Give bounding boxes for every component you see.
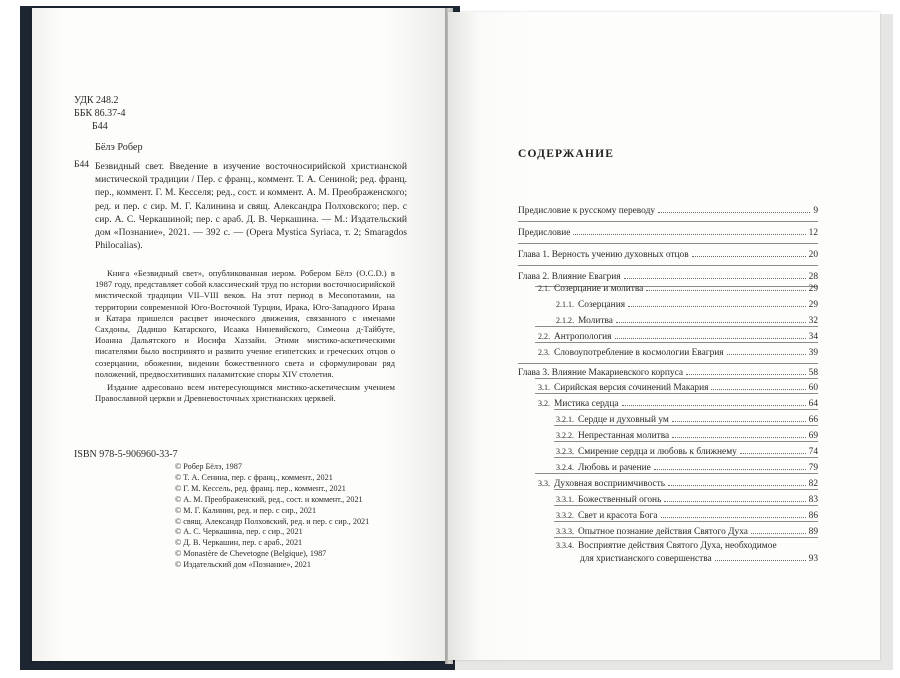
toc-leader [664, 493, 805, 502]
toc-entry-number: 2.1. [538, 284, 550, 293]
toc-entry-number: 3.3.4. [556, 541, 574, 550]
annotation [95, 268, 395, 404]
toc-entry-label: Антропология [554, 332, 612, 342]
toc-entry-number: 3.3.3. [556, 527, 574, 536]
toc-leader [622, 397, 806, 406]
toc-entry-label: Духовная восприимчивость [554, 479, 666, 489]
toc-entry [518, 248, 818, 261]
toc-entry-page: 74 [808, 447, 818, 457]
copyright-line: © Д. В. Черкашин, пер. с араб., 2021 [175, 538, 303, 548]
toc-divider [554, 489, 818, 490]
toc-entry [538, 346, 818, 359]
copyright-line: © Г. М. Кессель, ред. франц. пер., коммент., 2021 [175, 483, 346, 493]
copyright-line: © Робер Бёлэ, 1987 [175, 462, 242, 471]
toc-leader [692, 248, 806, 257]
toc-entry-number: 2.1.1. [556, 300, 574, 309]
toc-entry-label: Предисловие к русскому переводу [518, 206, 656, 216]
toc-entry-label: Созерцание и молитва [554, 284, 644, 294]
toc-divider [535, 378, 818, 379]
toc-entry-number: 2.1.2. [556, 316, 574, 325]
toc-leader [615, 330, 806, 339]
author-cipher: Б44 [92, 121, 108, 132]
toc-entry-number: 3.2.4. [556, 463, 574, 472]
annotation-paragraph-2: Издание адресовано всем интересующимся мистико-аскетическим учением Православной церкви и Древневосточных христианских церквей. [95, 382, 395, 404]
toc-entry-page: 29 [808, 284, 818, 294]
toc-entry-label: Словоупотребление в космологии Евагрия [554, 348, 724, 358]
toc-entry-label: для христианского совершенства [580, 554, 712, 564]
copyright-line: © Т. А. Сенина, пер. с франц., коммент., 2021 [175, 472, 333, 482]
toc-entry-page: 64 [808, 399, 818, 409]
toc-entry-label: Глава 3. Влияние Макариевского корпуса [518, 368, 684, 378]
toc-divider [554, 409, 818, 410]
toc-leader [672, 429, 805, 438]
toc-entry-page: 28 [808, 272, 818, 282]
toc-entry-number: 3.2. [538, 399, 550, 408]
toc-entry-number: 2.3. [538, 348, 550, 357]
toc-leader [616, 314, 806, 323]
annotation-paragraph-1: Книга «Безвидный свет», опубликованная иером. Робером Бёлэ (O.C.D.) в 1987 году, представляет собой классический труд по истории восточносирийской мистической традиции VII–VIII веков. На этот период в Месопотамии, на территории современной Юго-Восточной Турции, Ирака, Юго-Западного Ирана и Катара пришелся расцвет иноческого движения, связанного с именами Сахдоны, Дадишо Катарского, Исаака Ниневийского, Симеона д-Тайбуте, Иоанна Дальятского и Иосифа Хаззайи. Этими мистико-аскетическими писателями было воспринято и развито учение египетских и греческих отцов о созерцании, обожении, видении божественного света и сформулирован ряд положений, предвосхитивших паламитские споры XIV столетия. [95, 268, 395, 379]
copyright-line: © А. С. Черкашина, пер. с сир., 2021 [175, 527, 303, 537]
toc-entry-number: 3.1. [538, 383, 550, 392]
copyright-list [175, 462, 369, 571]
toc-entry-number: 3.3.1. [556, 495, 574, 504]
toc-entry-label: Глава 1. Верность учению духовных отцов [518, 250, 689, 260]
toc-entry [580, 552, 818, 565]
isbn: ISBN 978-5-906960-33-7 [74, 449, 178, 460]
toc-entry-label: Непрестанная молитва [578, 431, 670, 441]
bibliographic-record [95, 160, 407, 252]
toc-entry-page: 69 [808, 431, 818, 441]
toc-leader [727, 346, 806, 355]
toc-entry-page: 79 [808, 463, 818, 473]
toc-entry-label: Смирение сердца и любовь к ближнему [578, 447, 737, 457]
copyright-line: © свящ. Александр Полховский, ред. и пер. с сир., 2021 [175, 516, 370, 526]
toc-divider [535, 473, 818, 474]
toc-entry-page: 66 [808, 415, 818, 425]
toc-divider [554, 521, 818, 522]
toc-divider [554, 441, 818, 442]
toc-title: СОДЕРЖАНИЕ [518, 148, 615, 160]
toc-divider [518, 363, 818, 364]
udk-code: УДК 248.2 [74, 95, 119, 106]
toc-leader [628, 298, 806, 307]
bbk-code: ББК 86.37-4 [74, 108, 126, 119]
toc-entry [556, 298, 818, 311]
toc-leader [711, 381, 805, 390]
toc-leader [661, 509, 806, 518]
toc-entry-label: Восприятие действия Святого Духа, необходимое [578, 541, 777, 551]
toc-divider [535, 326, 818, 327]
toc-divider [535, 393, 818, 394]
toc-entry-page: 93 [808, 554, 818, 564]
toc-entry-page: 60 [808, 383, 818, 393]
copyright-line: © Издательский дом «Познание», 2021 [175, 560, 311, 570]
toc-entry-number: 3.3.2. [556, 511, 574, 520]
toc-leader [624, 270, 806, 279]
toc-entry [556, 540, 818, 552]
toc-entry-number: 3.3. [538, 479, 550, 488]
toc-entry-page: 83 [808, 495, 818, 505]
toc-entry-label: Любовь и рачение [578, 463, 651, 473]
toc-entry-page: 29 [808, 300, 818, 310]
toc-entry-page: 89 [808, 527, 818, 537]
toc-entry [538, 282, 818, 295]
toc-entry-label: Божественный огонь [578, 495, 662, 505]
toc-entry-label: Свет и красота Бога [578, 511, 658, 521]
toc-entry-page: 82 [808, 479, 818, 489]
toc-entry-number: 2.2. [538, 332, 550, 341]
toc-leader [573, 226, 805, 235]
toc-entry-label: Молитва [578, 316, 613, 326]
toc-entry-page: 58 [808, 368, 818, 378]
toc-entry-label: Предисловие [518, 228, 571, 238]
toc-leader [751, 525, 806, 534]
toc-entry-page: 9 [813, 206, 818, 216]
bibliographic-text: Безвидный свет. Введение в изучение восточносирийской христианской мистической традиции / Пер. с франц., коммент. Т. А. Сениной; ред. франц. пер., коммент. Г. М. Кесселя; ред., сост. и коммент. А. М. Преображенского; ред. и пер. с сир. М. Г. Калинина и свящ. Александра Полховского; пер. с сир. А. С. Черкашиной; пер. с араб. Д. В. Черкашина. — М.: Издательский дом «Познание», 2021. — 392 с. — (Opera Mystica Syriaca, т. 2; Smaragdos Philocalias). [95, 161, 407, 252]
author-name: Бёлэ Робер [95, 142, 143, 153]
toc-leader [686, 366, 806, 375]
toc-entry-label: Созерцания [578, 300, 626, 310]
toc-divider [554, 505, 818, 506]
copyright-line: © М. Г. Калинин, ред. и пер. с сир., 2021 [175, 505, 317, 515]
toc-entry-page: 34 [808, 332, 818, 342]
toc-leader [654, 461, 806, 470]
copyright-line: © Monastère de Chevetogne (Belgique), 1987 [175, 549, 327, 559]
toc-entry-label: Опытное познание действия Святого Духа [578, 527, 748, 537]
toc-leader [658, 204, 810, 213]
toc-leader [668, 477, 806, 486]
toc-entry-label: Сирийская версия сочинений Макария [554, 383, 709, 393]
toc-entry [518, 204, 818, 217]
toc-divider [554, 425, 818, 426]
toc-entry-number: 3.2.1. [556, 415, 574, 424]
toc-divider [554, 457, 818, 458]
toc-divider [518, 243, 818, 244]
toc-entry-label: Сердце и духовный ум [578, 415, 669, 425]
toc-entry-number: 3.2.3. [556, 447, 574, 456]
biblio-cipher: Б44 [74, 159, 90, 170]
toc-entry-page: 12 [808, 228, 818, 238]
toc-entry-page: 39 [808, 348, 818, 358]
toc-divider [535, 342, 818, 343]
toc-entry-label: Мистика сердца [554, 399, 619, 409]
toc-leader [715, 552, 806, 561]
toc-entry-page: 32 [808, 316, 818, 326]
toc-divider [554, 537, 818, 538]
toc-entry-page: 20 [808, 250, 818, 260]
toc-entry-number: 3.2.2. [556, 431, 574, 440]
toc-entry-label: Глава 2. Влияние Евагрия [518, 272, 621, 282]
toc-leader [672, 413, 806, 422]
toc-leader [646, 282, 805, 291]
toc-divider [518, 221, 818, 222]
copyright-line: © А. М. Преображенский, ред., сост. и коммент., 2021 [175, 494, 363, 504]
toc-leader [740, 445, 806, 454]
toc-entry [518, 226, 818, 239]
toc-entry-page: 86 [808, 511, 818, 521]
toc-divider [518, 265, 818, 266]
